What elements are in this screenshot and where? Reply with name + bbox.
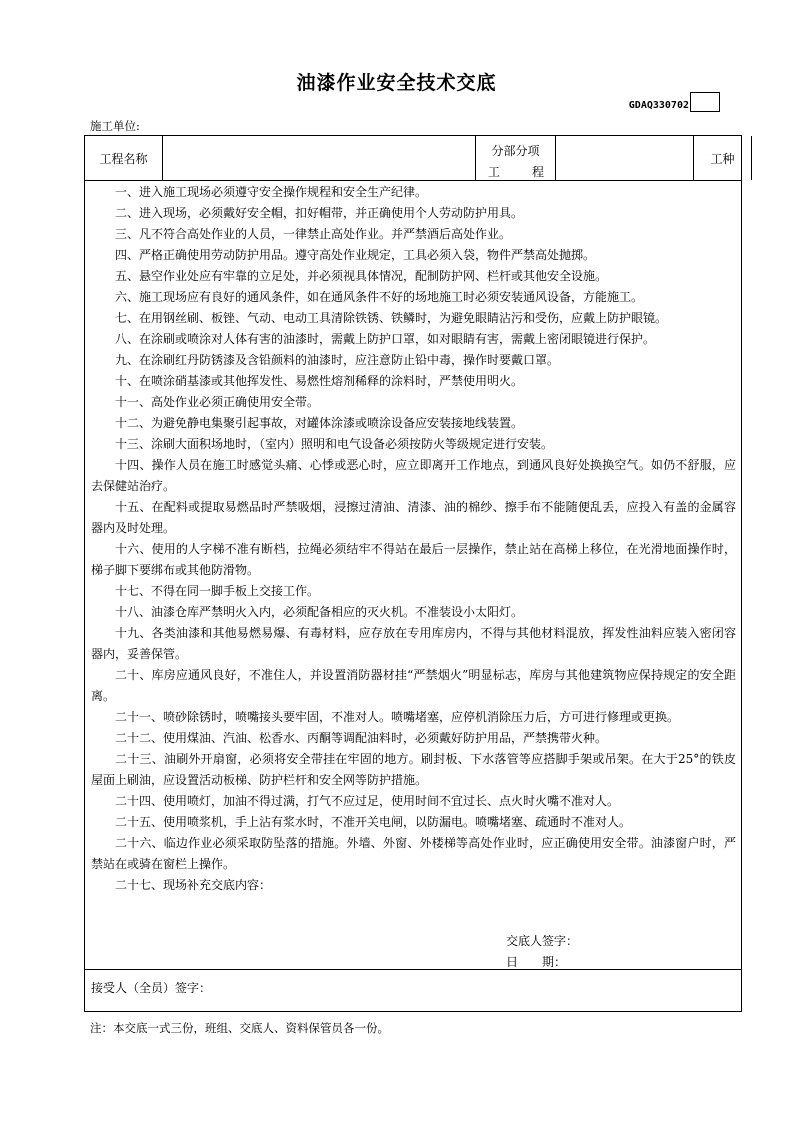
list-item: 十五、在配料或提取易燃品时严禁吸烟，浸擦过清油、清漆、油的棉纱、擦手布不能随便乱丢，应投入有盖的金属容器内及时处理。 (91, 500, 736, 535)
list-item: 六、施工现场应有良好的通风条件，如在通风条件不好的场地施工时必须安装通风设备，方能施工。 (115, 290, 644, 304)
project-name-value (163, 136, 476, 180)
list-item: 一、进入施工现场必须遵守安全操作规程和安全生产纪律。 (115, 185, 428, 199)
list-item: 二十六、临边作业必须采取防坠落的措施。外墙、外窗、外楼梯等高处作业时，应正确使用安全带。油漆窗户时，严禁站在或骑在窗栏上操作。 (91, 836, 736, 871)
list-item: 二十四、使用喷灯，加油不得过满，打气不应过足，使用时间不宜过长、点火时火嘴不准对人。 (115, 794, 620, 808)
construction-unit-label: 施工单位: (90, 119, 140, 133)
list-item: 十九、各类油漆和其他易燃易爆、有毒材料，应存放在专用库房内，不得与其他材料混放，挥发性油料应装入密闭容器内，妥善保管。 (91, 626, 736, 661)
disclosure-content (85, 180, 741, 970)
disclosure-table (84, 135, 742, 1012)
document-code-box (690, 92, 720, 112)
list-item: 三、凡不符合高处作业的人员，一律禁止高处作业。并严禁酒后高处作业。 (115, 227, 512, 241)
receiver-signature-label: 接受人（全员）签字： (91, 981, 212, 995)
list-item: 十二、为避免静电集聚引起事故，对罐体涂漆或喷涂设备应安装接地线装置。 (115, 416, 524, 430)
table-header-row (85, 136, 741, 181)
list-item: 七、在用钢丝刷、板锉、气动、电动工具清除铁锈、铁鳞时，为避免眼睛沾污和受伤，应戴上防护眼镜。 (115, 311, 668, 325)
list-item: 四、严格正确使用劳动防护用品。遵守高处作业规定，工具必须入袋，物件严禁高处抛掷。 (115, 248, 596, 262)
document-code-text: GDAQ330702 (628, 100, 689, 111)
project-name-label (85, 136, 163, 180)
list-item: 十六、使用的人字梯不准有断档，拉绳必须结牢不得站在最后一层操作，禁止站在高梯上移位，在光滑地面操作时，梯子脚下要绑布或其他防滑物。 (91, 542, 736, 577)
sub-project-label (476, 136, 556, 180)
list-item: 五、悬空作业处应有牢靠的立足处，并必须视具体情况，配制防护网、栏杆或其他安全设施。 (115, 269, 608, 283)
trade-text: 工种 (710, 151, 735, 166)
sub-project-value (556, 136, 694, 180)
sub-project-char-b: 程 (531, 165, 544, 179)
sub-project-line2 (488, 163, 544, 180)
document-title: 油漆作业安全技术交底 (296, 72, 497, 94)
list-item: 二十五、使用喷浆机，手上沾有浆水时，不准开关电闸，以防漏电。喷嘴堵塞、疏通时不准对人。 (115, 815, 632, 829)
list-item: 十八、油漆仓库严禁明火入内，必须配备相应的灭火机。不准装设小太阳灯。 (115, 605, 524, 619)
list-item: 九、在涂刷红丹防锈漆及含铅颜料的油漆时，应注意防止铅中毒，操作时要戴口罩。 (115, 353, 560, 367)
list-item: 二十、库房应通风良好，不准住人，并设置消防器材挂“严禁烟火”明显标志，库房与其他建筑物应保持规定的安全距离。 (91, 668, 736, 703)
sub-project-line1: 分部分项 (491, 144, 540, 158)
list-item: 十三、涂刷大面积场地时，（室内）照明和电气设备必须按防火等级规定进行安装。 (115, 437, 554, 451)
list-item: 十四、操作人员在施工时感觉头痛、心悸或恶心时，应立即离开工作地点，到通风良好处换换空气。如仍不舒服，应去保健站治疗。 (91, 458, 736, 493)
project-name-text: 工程名称 (99, 151, 148, 166)
signature-date-label: 日 期： (506, 955, 567, 969)
list-item: 八、在涂刷或喷涂对人体有害的油漆时，需戴上防护口罩，如对眼睛有害，需戴上密闭眼镜进行保护。 (115, 332, 656, 346)
list-item: 二、进入现场，必须戴好安全帽，扣好帽带，并正确使用个人劳动防护用具。 (115, 206, 524, 220)
list-item: 十七、不得在同一脚手板上交接工作。 (115, 584, 320, 598)
list-item: 二十七、现场补充交底内容： (115, 878, 272, 892)
list-item: 十、在喷涂硝基漆或其他挥发性、易燃性熔剂稀释的涂料时，严禁使用明火。 (115, 374, 524, 388)
list-item: 二十一、喷砂除锈时，喷嘴接头要牢固，不准对人。喷嘴堵塞，应停机消除压力后，方可进行修理或更换。 (115, 710, 680, 724)
discloser-signature-label: 交底人签字： (506, 934, 579, 948)
list-item: 二十三、油刷外开扇窗，必须将安全带挂在牢固的地方。刷封板、下水落管等应搭脚手架或吊架。在大于25°的铁皮屋面上刷油，应设置活动板梯、防护栏杆和安全网等防护措施。 (91, 752, 736, 787)
list-item: 十一、高处作业必须正确使用安全带。 (115, 395, 320, 409)
sub-project-char-a: 工 (488, 165, 501, 179)
footer-note: 注：本交底一式三份，班组、交底人、资料保管员各一份。 (90, 1021, 389, 1035)
trade-label (694, 136, 752, 180)
document-code (629, 92, 720, 112)
list-item: 二十二、使用煤油、汽油、松香水、丙酮等调配油料时，必须戴好防护用品，严禁携带火种。 (115, 731, 608, 745)
